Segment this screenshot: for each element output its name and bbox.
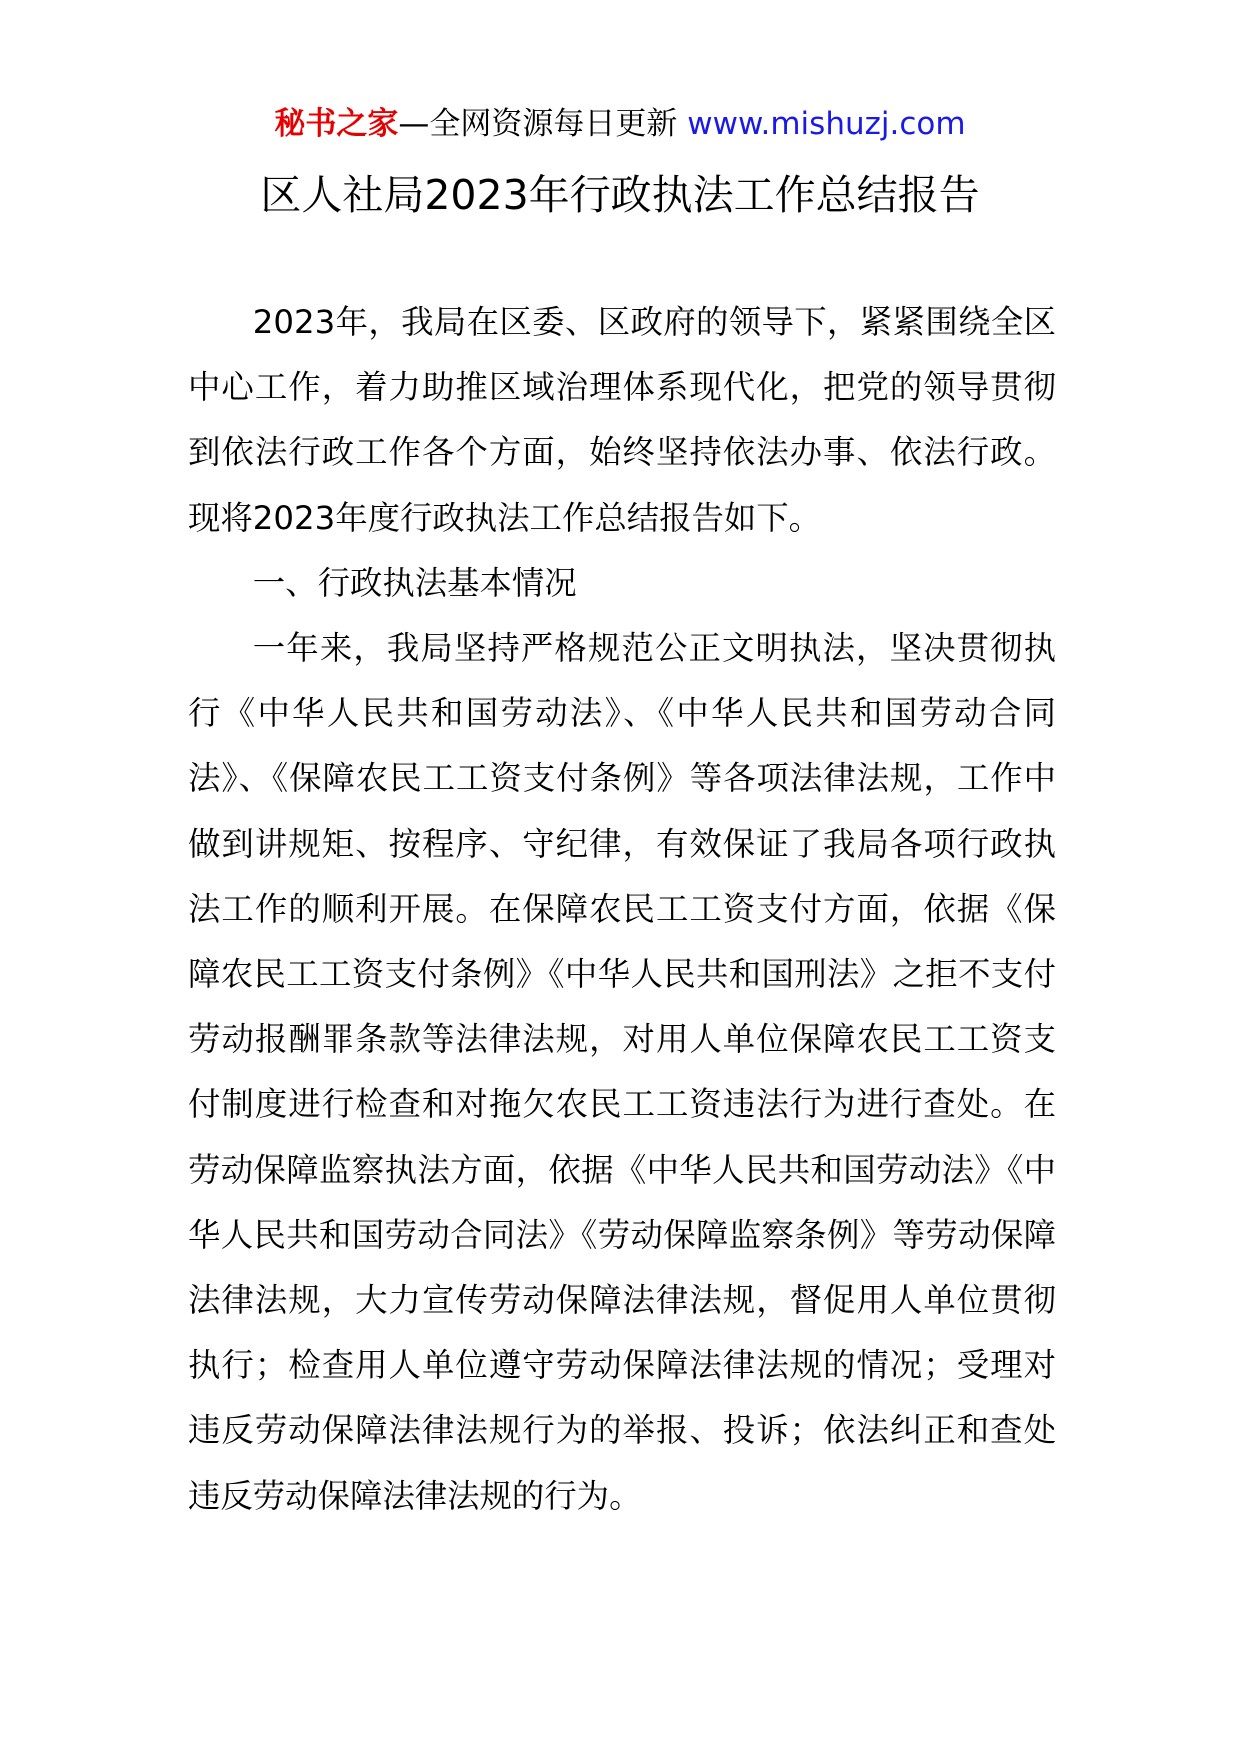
watermark-header bbox=[0, 102, 1240, 146]
header-site-url: www.mishuzj.com bbox=[687, 106, 966, 142]
header-slogan: —全网资源每日更新 bbox=[398, 106, 688, 142]
paragraph-intro: 2023年，我局在区委、区政府的领导下，紧紧围绕全区中心工作，着力助推区域治理体系现代化，把党的领导贯彻到依法行政工作各个方面，始终坚持依法办事、依法行政。现将2023年度行政执法工作总结报告如下。 bbox=[188, 303, 1056, 537]
header-brand: 秘书之家 bbox=[274, 106, 399, 142]
paragraph-section-1: 一年来，我局坚持严格规范公正文明执法，坚决贯彻执行《中华人民共和国劳动法》、《中华人民共和国劳动合同法》、《保障农民工工资支付条例》等各项法律法规，工作中做到讲规矩、按程序、守纪律，有效保证了我局各项行政执法工作的顺利开展。在保障农民工工资支付方面，依据《保障农民工工资支付条例》《中华人民共和国刑法》之拒不支付劳动报酬罪条款等法律法规，对用人单位保障农民工工资支付制度进行检查和对拖欠农民工工资违法行为进行查处。在劳动保障监察执法方面，依据《中华人民共和国劳动法》《中华人民共和国劳动合同法》《劳动保障监察条例》等劳动保障法律法规，大力宣传劳动保障法律法规，督促用人单位贯彻执行；检查用人单位遵守劳动保障法律法规的情况；受理对违反劳动保障法律法规行为的举报、投诉；依法纠正和查处违反劳动保障法律法规的行为。 bbox=[188, 629, 1056, 1515]
document-body bbox=[188, 290, 1056, 1529]
section-heading-1: 一、行政执法基本情况 bbox=[252, 563, 577, 602]
document-title: 区人社局2023年行政执法工作总结报告 bbox=[260, 171, 980, 219]
